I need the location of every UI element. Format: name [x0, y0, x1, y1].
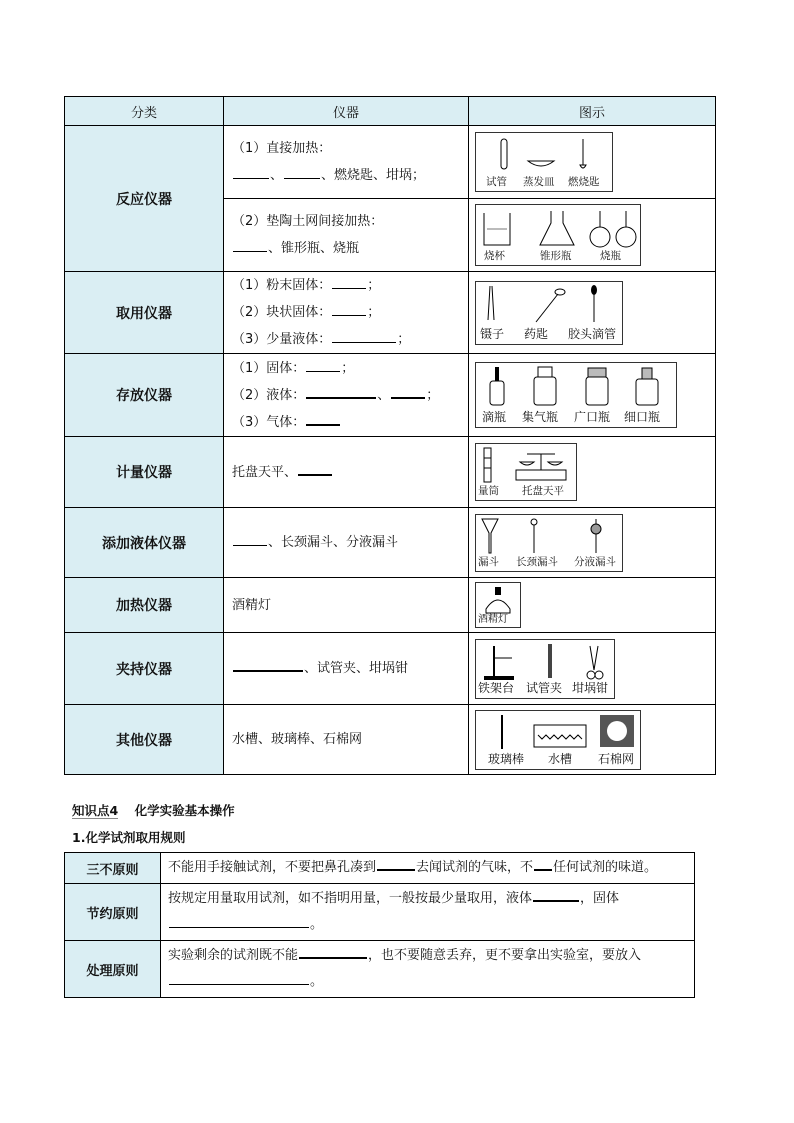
answer-blank	[233, 658, 303, 672]
illustration-cell	[469, 354, 716, 437]
header-category: 分类	[65, 97, 224, 126]
evaporating-dish-icon	[528, 161, 554, 166]
table-row	[65, 508, 716, 578]
instrument-line: （2）块状固体： ；	[232, 305, 381, 320]
table-row	[65, 437, 716, 508]
caption: 燃烧匙	[568, 176, 600, 188]
instrument-line	[232, 235, 468, 262]
instrument-text: 、燃烧匙、坩埚；	[321, 168, 426, 183]
illustration-other	[475, 710, 641, 770]
caption: 药匙	[524, 326, 549, 341]
rule-name: 节约原则	[65, 884, 161, 941]
instrument-cell: 、试管夹、坩埚钳	[224, 633, 469, 705]
instrument-cell: 托盘天平、	[224, 437, 469, 508]
separator: 、	[270, 168, 284, 183]
table-row	[65, 578, 716, 633]
instrument-line: （3）少量液体： ；	[232, 332, 411, 347]
instrument-line: （3）气体：	[232, 409, 468, 436]
illustration-cell	[469, 126, 716, 199]
section-tag: 知识点4	[72, 803, 119, 818]
header-illustration: 图示	[469, 97, 716, 126]
category-cell: 其他仪器	[65, 705, 224, 775]
instrument-line: （2）液体： 、 ；	[232, 382, 468, 409]
wide-mouth-bottle-icon	[586, 377, 608, 405]
test-tube-icon	[501, 139, 507, 169]
category-cell: 夹持仪器	[65, 633, 224, 705]
table-row	[65, 633, 716, 705]
wide-mouth-bottle-cap	[588, 368, 606, 377]
table-row	[65, 272, 716, 354]
illustration-cell	[469, 437, 716, 508]
tongs-handle-ring	[587, 671, 595, 679]
caption: 锥形瓶	[540, 250, 572, 262]
gas-jar-neck	[538, 367, 552, 377]
category-cell: 计量仪器	[65, 437, 224, 508]
narrow-mouth-bottle-cap	[642, 368, 652, 379]
section-heading	[72, 801, 235, 819]
spatula-handle-line	[536, 294, 558, 322]
header-instrument: 仪器	[224, 97, 469, 126]
tongs-handle-ring	[595, 671, 603, 679]
caption: 胶头滴管	[568, 326, 617, 341]
water-wave-line	[538, 735, 582, 739]
illustration-indirect-heating	[475, 204, 641, 266]
answer-blank	[534, 857, 552, 871]
answer-blank	[233, 533, 267, 546]
funnel-icon	[482, 519, 498, 553]
caption: 石棉网	[598, 751, 635, 766]
caption: 坩埚钳	[572, 680, 609, 695]
gas-jar-icon	[534, 377, 556, 405]
instrument-cell: 、长颈漏斗、分液漏斗	[224, 508, 469, 578]
alcohol-lamp-cap	[495, 587, 501, 595]
instrument-cell: 水槽、玻璃棒、石棉网	[224, 705, 469, 775]
water-trough-icon	[534, 725, 586, 747]
illustration-measuring	[475, 443, 577, 501]
narrow-mouth-bottle-icon	[636, 379, 658, 405]
rule-name: 三不原则	[65, 853, 161, 884]
table-row	[65, 354, 716, 437]
answer-blank	[233, 166, 269, 179]
category-cell: 添加液体仪器	[65, 508, 224, 578]
answer-blank	[306, 385, 376, 399]
caption: 滴瓶	[482, 410, 507, 424]
caption: 量筒	[478, 485, 499, 497]
rule-row	[65, 853, 695, 884]
instrument-line: （1）固体： ；	[232, 360, 355, 376]
illustration-cell	[469, 508, 716, 578]
subsection-title: 1.化学试剂取用规则	[72, 830, 186, 845]
balance-base-icon	[516, 470, 566, 480]
answer-blank	[377, 857, 415, 871]
instrument-line: （1）直接加热：	[232, 141, 332, 156]
table-row	[65, 705, 716, 775]
measuring-cylinder-icon	[484, 448, 491, 482]
caption: 漏斗	[478, 555, 499, 568]
caption: 酒精灯	[478, 614, 508, 625]
crucible-tongs-icon	[590, 646, 598, 670]
illustration-cell	[469, 578, 716, 633]
illustration-cell	[469, 272, 716, 354]
spatula-icon	[555, 289, 565, 295]
dropper-bottle-icon	[490, 381, 504, 405]
instrument-cell	[224, 199, 469, 272]
conical-flask-icon	[540, 211, 574, 245]
answer-blank	[169, 972, 309, 985]
rule-text: 实验剩余的试剂既不能 ，也不要随意丢弃，更不要拿出实验室，要放入 。	[161, 941, 695, 998]
answer-blank	[391, 385, 425, 399]
rules-table	[64, 852, 695, 998]
test-tube-holder-icon	[548, 644, 552, 678]
illustration-adding-liquid	[475, 514, 623, 572]
illustration-direct-heating	[475, 132, 613, 192]
caption: 细口瓶	[624, 410, 661, 424]
answer-blank	[332, 330, 396, 343]
instrument-cell: 酒精灯	[224, 578, 469, 633]
caption: 分液漏斗	[574, 555, 616, 568]
caption: 试管夹	[526, 680, 563, 695]
caption: 集气瓶	[522, 410, 559, 424]
instrument-text: 、锥形瓶、烧瓶	[268, 241, 360, 256]
illustration-cell	[469, 705, 716, 775]
separatory-funnel-icon	[591, 524, 601, 534]
section-title: 化学实验基本操作	[134, 803, 235, 818]
caption: 烧瓶	[600, 250, 621, 262]
caption: 广口瓶	[574, 410, 611, 424]
instrument-line: （2）垫陶土网间接加热：	[232, 214, 384, 229]
dropper-bottle-cap	[495, 367, 499, 381]
answer-blank	[306, 359, 340, 372]
rule-text: 不能用手接触试剂，不要把鼻孔凑到 去闻试剂的气味，不 任何试剂的味道。	[161, 853, 695, 884]
illustration-cell	[469, 199, 716, 272]
caption: 长颈漏斗	[516, 555, 558, 568]
illustration-heating	[475, 582, 521, 628]
flat-flask-icon	[616, 227, 636, 247]
instrument-cell	[224, 272, 469, 354]
instrument-table	[64, 96, 716, 775]
category-cell: 反应仪器	[65, 126, 224, 272]
table-header-row	[65, 97, 716, 126]
asbestos-gauze-center	[607, 721, 627, 741]
answer-blank	[299, 945, 367, 959]
category-cell: 存放仪器	[65, 354, 224, 437]
dropper-icon	[591, 285, 597, 295]
rule-row	[65, 941, 695, 998]
caption: 水槽	[548, 751, 573, 766]
illustration-taking	[475, 281, 623, 345]
answer-blank	[332, 276, 366, 289]
caption: 托盘天平	[522, 485, 564, 497]
illustration-holding	[475, 639, 615, 699]
rule-name: 处理原则	[65, 941, 161, 998]
rule-row	[65, 884, 695, 941]
long-neck-funnel-icon	[531, 519, 537, 525]
caption: 铁架台	[478, 680, 515, 695]
instrument-line: （1）粉末固体： ；	[232, 278, 381, 293]
rule-text: 按规定用量取用试剂，如不指明用量，一般按最少量取用，液体 ，固体 。	[161, 884, 695, 941]
answer-blank	[169, 915, 309, 928]
caption: 镊子	[480, 326, 505, 341]
caption: 蒸发皿	[523, 176, 555, 188]
illustration-cell	[469, 633, 716, 705]
category-cell: 取用仪器	[65, 272, 224, 354]
illustration-storage	[475, 362, 677, 428]
category-cell: 加热仪器	[65, 578, 224, 633]
tweezers-icon	[488, 286, 494, 320]
caption: 试管	[486, 176, 507, 188]
combustion-spoon-icon	[580, 165, 586, 168]
round-flask-icon	[590, 227, 610, 247]
instrument-cell	[224, 126, 469, 199]
answer-blank	[298, 462, 332, 476]
instrument-cell	[224, 354, 469, 437]
table-row	[65, 126, 716, 199]
answer-blank	[284, 166, 320, 179]
answer-blank	[233, 239, 267, 252]
caption: 玻璃棒	[488, 751, 525, 766]
answer-blank	[332, 303, 366, 316]
caption: 烧杯	[484, 250, 505, 262]
answer-blank	[533, 888, 579, 902]
instrument-line	[232, 162, 468, 189]
answer-blank	[306, 412, 340, 426]
